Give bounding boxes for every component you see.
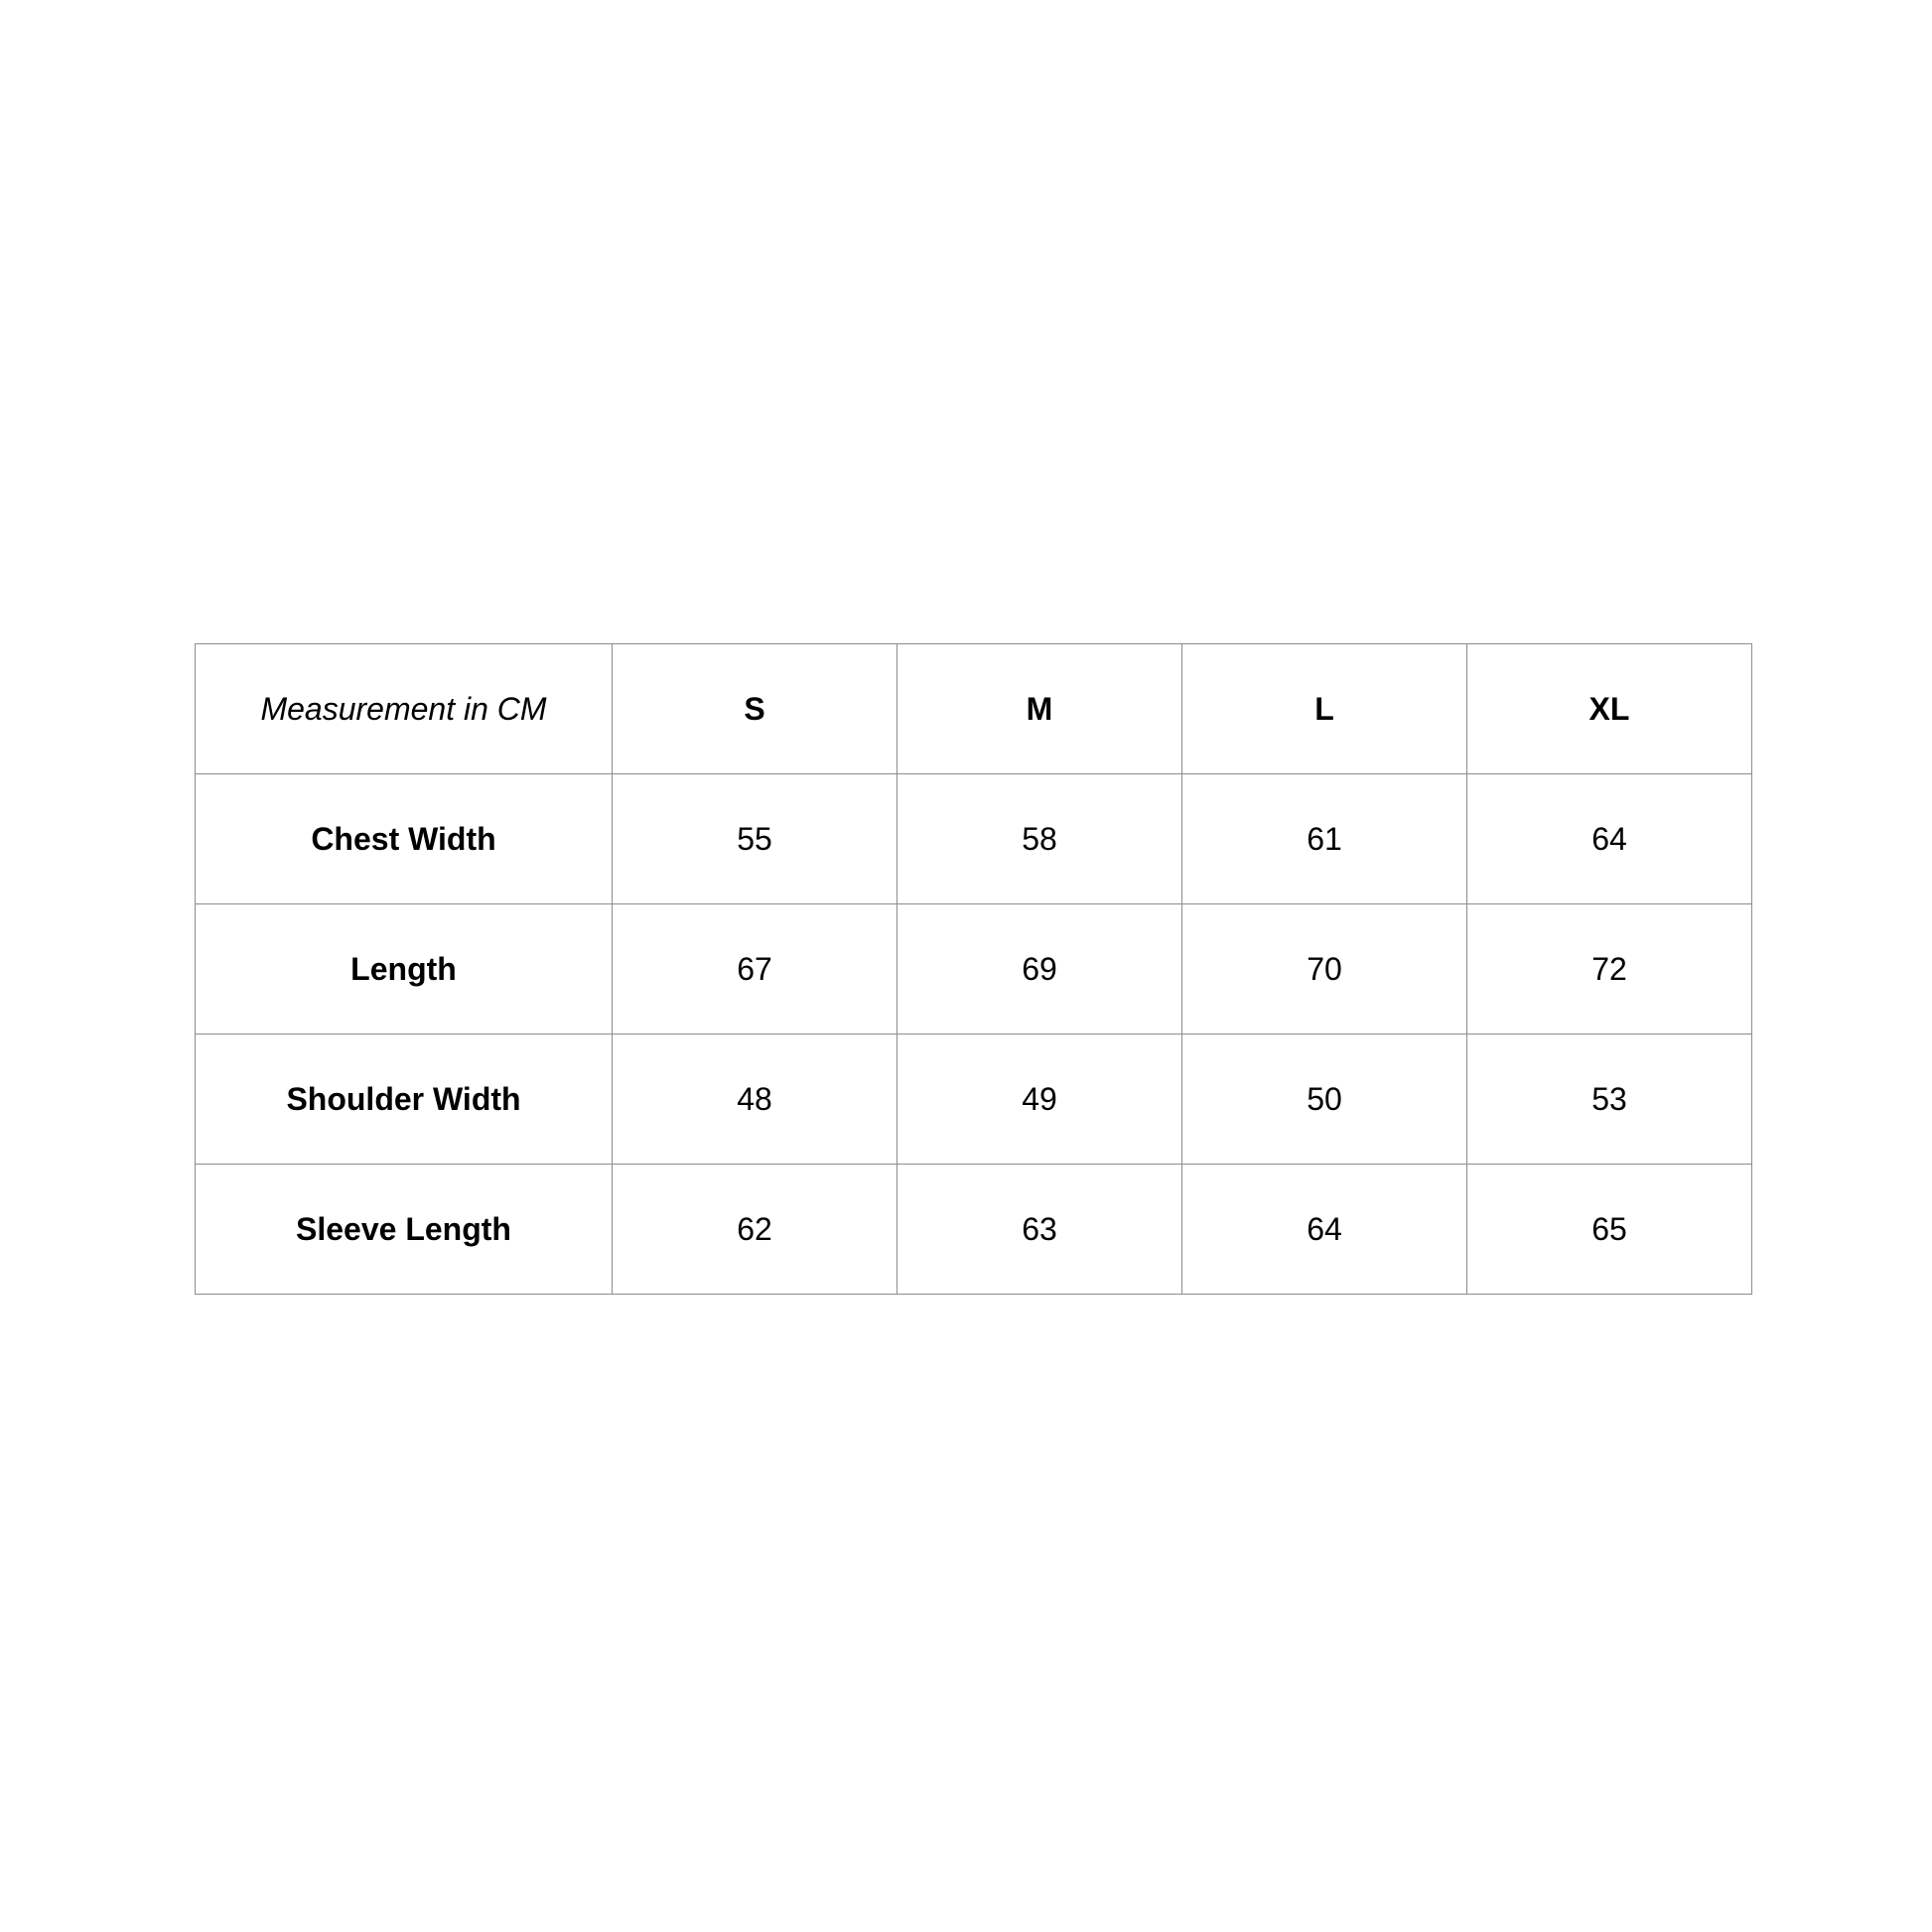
table-cell: 61 xyxy=(1182,774,1467,904)
size-header-s: S xyxy=(613,644,897,774)
table-cell: 50 xyxy=(1182,1035,1467,1165)
row-label-sleeve-length: Sleeve Length xyxy=(196,1165,613,1295)
table-cell: 55 xyxy=(613,774,897,904)
table-cell: 62 xyxy=(613,1165,897,1295)
table-header-row xyxy=(196,644,1752,774)
table-cell: 69 xyxy=(897,904,1182,1035)
table-row xyxy=(196,1165,1752,1295)
table-cell: 67 xyxy=(613,904,897,1035)
row-label-chest-width: Chest Width xyxy=(196,774,613,904)
table-cell: 49 xyxy=(897,1035,1182,1165)
table-row xyxy=(196,904,1752,1035)
table-cell: 58 xyxy=(897,774,1182,904)
table-cell: 64 xyxy=(1467,774,1752,904)
table-cell: 65 xyxy=(1467,1165,1752,1295)
measurement-unit-label: Measurement in CM xyxy=(196,644,613,774)
size-header-m: M xyxy=(897,644,1182,774)
row-label-length: Length xyxy=(196,904,613,1035)
table-cell: 48 xyxy=(613,1035,897,1165)
size-chart-table xyxy=(195,643,1752,1295)
table-cell: 72 xyxy=(1467,904,1752,1035)
table-cell: 53 xyxy=(1467,1035,1752,1165)
table-row xyxy=(196,774,1752,904)
size-header-l: L xyxy=(1182,644,1467,774)
size-header-xl: XL xyxy=(1467,644,1752,774)
row-label-shoulder-width: Shoulder Width xyxy=(196,1035,613,1165)
table-row xyxy=(196,1035,1752,1165)
table-cell: 63 xyxy=(897,1165,1182,1295)
table-cell: 70 xyxy=(1182,904,1467,1035)
table-cell: 64 xyxy=(1182,1165,1467,1295)
